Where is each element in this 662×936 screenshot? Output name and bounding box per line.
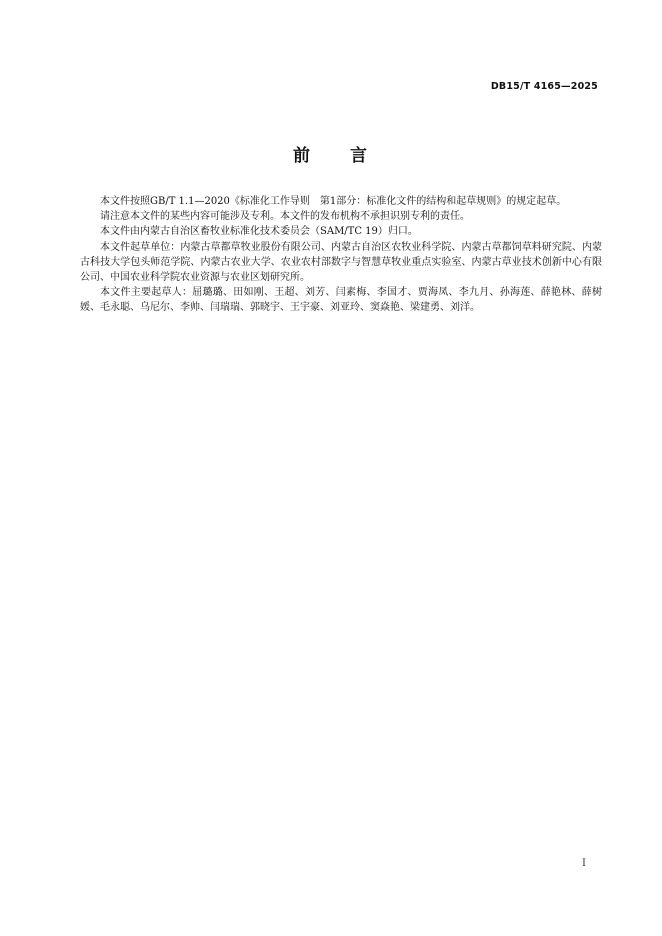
- page-number: I: [582, 858, 586, 869]
- paragraph-drafting-basis: 本文件按照GB/T 1.1—2020《标准化工作导则 第1部分：标准化文件的结构和起草规则》的规定起草。: [100, 196, 567, 207]
- paragraph-drafters: 本文件主要起草人：屈璐璐、田如刚、王超、刘芳、闫素梅、李国才、贾海凤、李九月、孙海莲、薛艳林、薛树媛、毛永聪、乌尼尔、李帅、闫瑞瑞、郭晓宇、王宇豪、刘亚玲、窦焱艳、梁建勇、刘洋。: [80, 287, 602, 314]
- paragraph-patent-notice: 请注意本文件的某些内容可能涉及专利。本文件的发布机构不承担识别专利的责任。: [100, 211, 470, 223]
- paragraph-committee: 本文件由内蒙古自治区畜牧业标准化技术委员会（SAM/TC 19）归口。: [100, 226, 418, 238]
- page-title: 前 言: [293, 146, 369, 166]
- paragraph-drafting-units: 本文件起草单位：内蒙古草都草牧业股份有限公司、内蒙古自治区农牧业科学院、内蒙古草都饲草料研究院、内蒙古科技大学包头师范学院、内蒙古农业大学、农业农村部数字与智慧草牧业重点实验室、内蒙古草业技术创新中心有限公司、中国农业科学院农业资源与农业区划研究所。: [80, 241, 602, 284]
- foreword-body: [80, 194, 602, 316]
- standard-code: DB15/T 4165—2025: [490, 81, 598, 92]
